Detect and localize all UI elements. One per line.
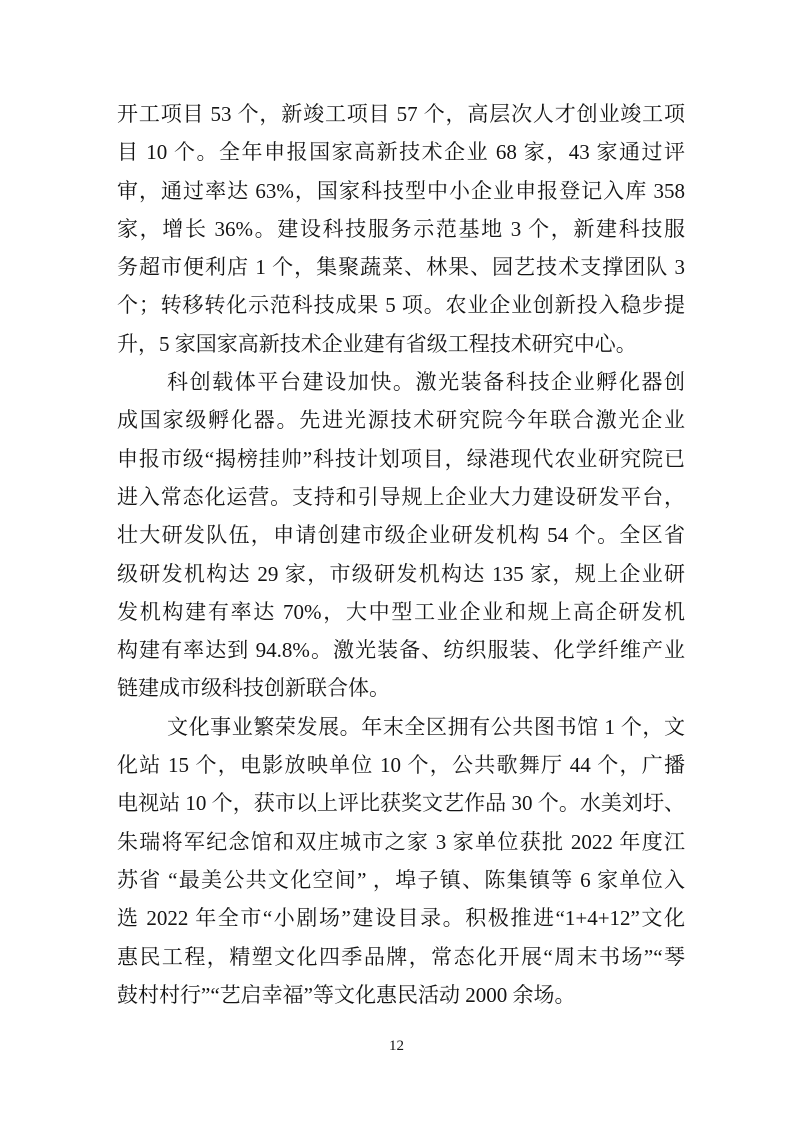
text-line: 苏省 “最美公共文化空间” ，埠子镇、陈集镇等 6 家单位入 (117, 867, 685, 892)
text-line: 个；转移转化示范科技成果 5 项。农业企业创新投入稳步提 (117, 293, 685, 318)
text-line: 惠民工程，精塑文化四季品牌，常态化开展“周末书场”“琴 (117, 944, 685, 969)
text-line: 鼓村村行”“艺启幸福”等文化惠民活动 2000 余场。 (117, 982, 576, 1007)
text-line: 审，通过率达 63%，国家科技型中小企业申报登记入库 358 (117, 178, 685, 203)
page-number: 12 (389, 1038, 404, 1054)
text-line: 科创载体平台建设加快。激光装备科技企业孵化器创 (167, 370, 685, 395)
text-line: 申报市级“揭榜挂帅”科技计划项目，绿港现代农业研究院已 (117, 446, 685, 471)
text-line: 级研发机构达 29 家，市级研发机构达 135 家，规上企业研 (117, 561, 685, 586)
text-line: 化站 15 个，电影放映单位 10 个，公共歌舞厅 44 个，广播 (117, 753, 685, 778)
text-line: 家，增长 36%。建设科技服务示范基地 3 个，新建科技服 (117, 216, 685, 241)
text-line: 务超市便利店 1 个，集聚蔬菜、林果、园艺技术支撑团队 3 (117, 255, 685, 280)
text-line: 链建成市级科技创新联合体。 (117, 676, 390, 701)
text-line: 开工项目 53 个，新竣工项目 57 个，高层次人才创业竣工项 (117, 102, 685, 126)
text-line: 目 10 个。全年申报国家高新技术企业 68 家，43 家通过评 (117, 140, 685, 165)
text-line: 构建有率达到 94.8%。激光装备、纺织服装、化学纤维产业 (117, 638, 685, 663)
text-line: 选 2022 年全市“小剧场”建设目录。积极推进“1+4+12”文化 (117, 906, 685, 931)
text-line: 进入常态化运营。支持和引导规上企业大力建设研发平台， (117, 484, 685, 509)
text-line: 发机构建有率达 70%，大中型工业企业和规上高企研发机 (117, 599, 685, 624)
text-line: 朱瑞将军纪念馆和双庄城市之家 3 家单位获批 2022 年度江 (117, 829, 685, 854)
text-line: 电视站 10 个，获市以上评比获奖文艺作品 30 个。水美刘圩、 (117, 791, 685, 816)
text-line: 成国家级孵化器。先进光源技术研究院今年联合激光企业 (117, 408, 685, 433)
text-line: 壮大研发队伍，申请创建市级企业研发机构 54 个。全区省 (117, 523, 685, 548)
page-text-block (117, 95, 685, 1014)
text-line: 文化事业繁荣发展。年末全区拥有公共图书馆 1 个，文 (167, 714, 685, 739)
text-line: 升，5 家国家高新技术企业建有省级工程技术研究中心。 (117, 331, 637, 356)
